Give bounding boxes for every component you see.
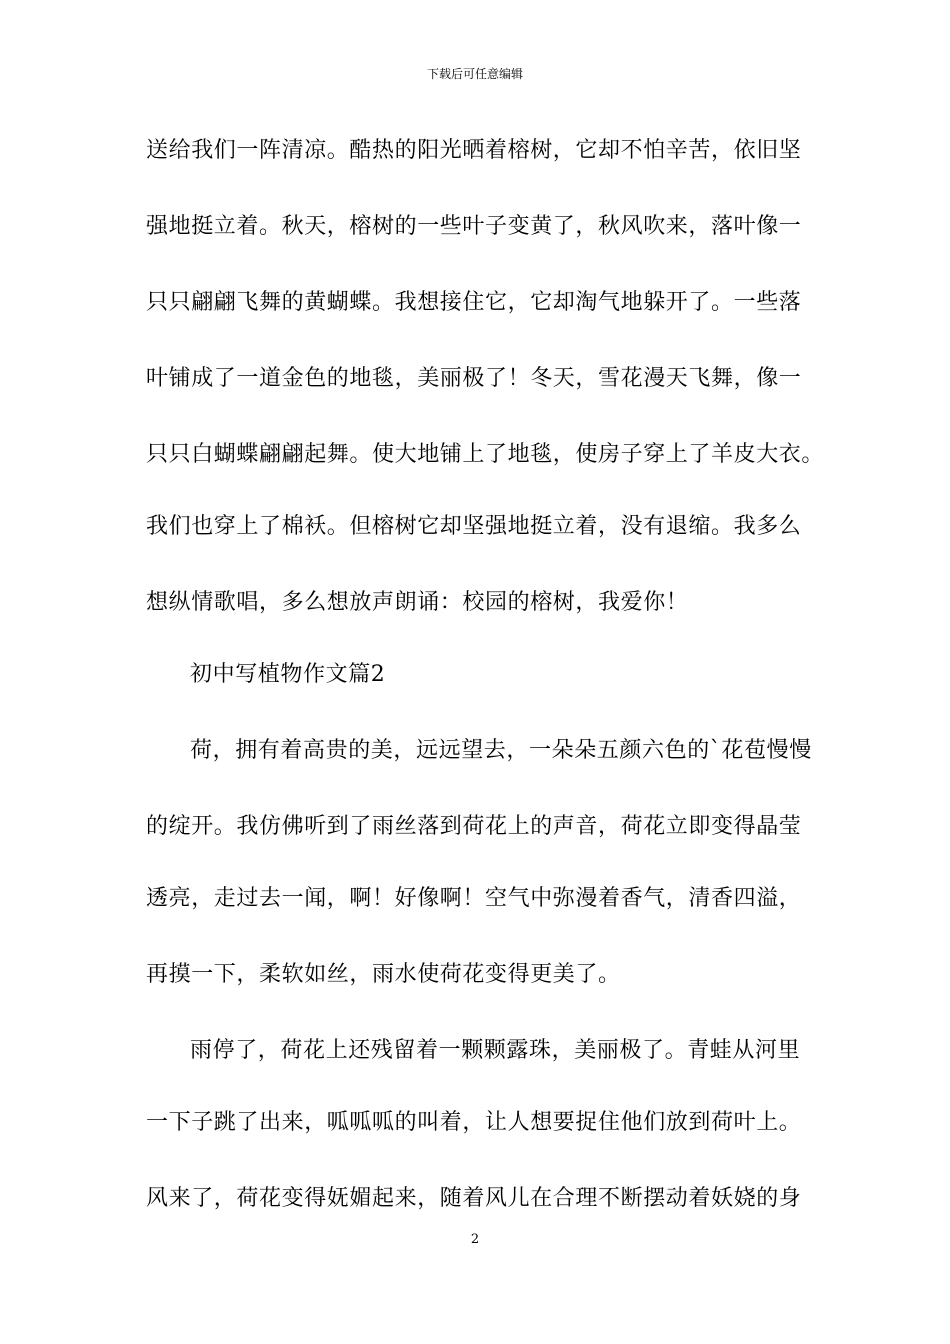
page-header: 下载后可任意编辑 [426, 67, 523, 81]
text-line: 强地挺立着。秋天，榕树的一些叶子变黄了，秋风吹来，落叶像一 [146, 214, 802, 239]
text-line: 雨停了，荷花上还残留着一颗颗露珠，美丽极了。青蛙从河里 [190, 1038, 801, 1063]
text-line: 的绽开。我仿佛听到了雨丝落到荷花上的声音，荷花立即变得晶莹 [146, 814, 802, 839]
text-line: 荷，拥有着高贵的美，远远望去，一朵朵五颜六色的`花苞慢慢 [190, 738, 812, 763]
text-line: 想纵情歌唱，多么想放声朗诵：校园的榕树，我爱你！ [146, 590, 689, 615]
text-line: 只只翩翩飞舞的黄蝴蝶。我想接住它，它却淘气地躲开了。一些落 [146, 290, 802, 315]
text-line: 只只白蝴蝶翩翩起舞。使大地铺上了地毯，使房子穿上了羊皮大衣。 [146, 442, 825, 467]
text-line: 透亮，走过去一闻，啊！好像啊！空气中弥漫着香气，清香四溢， [146, 886, 802, 911]
text-line: 我们也穿上了棉袄。但榕树它却坚强地挺立着，没有退缩。我多么 [146, 514, 802, 539]
text-line: 叶铺成了一道金色的地毯，美丽极了！冬天，雪花漫天飞舞，像一 [146, 366, 802, 391]
page-number: 2 [470, 1232, 480, 1247]
text-line: 一下子跳了出来，呱呱呱的叫着，让人想要捉住他们放到荷叶上。 [146, 1110, 802, 1135]
section-heading: 初中写植物作文篇2 [190, 662, 386, 687]
text-line: 风来了，荷花变得妩媚起来，随着风儿在合理不断摆动着妖娆的身 [146, 1186, 802, 1211]
text-line: 再摸一下，柔软如丝，雨水使荷花变得更美了。 [146, 962, 621, 987]
text-line: 送给我们一阵清凉。酷热的阳光晒着榕树，它却不怕辛苦，依旧坚 [146, 138, 802, 163]
